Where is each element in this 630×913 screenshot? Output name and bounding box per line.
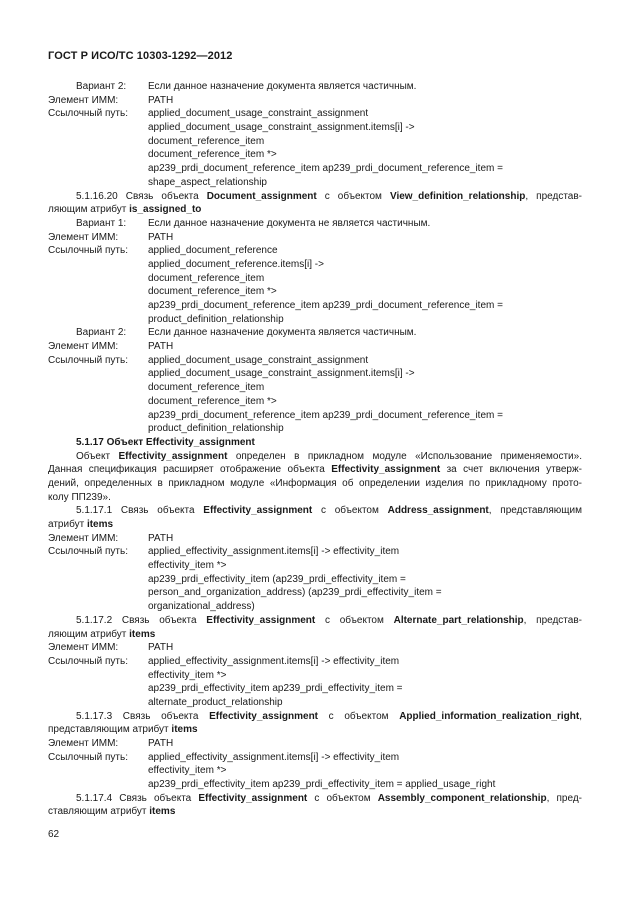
mapping-value: Если данное назначение документа является частичным. [148,327,417,339]
reference-path-line: ap239_prdi_document_reference_item ap239_prdi_document_reference_item = [148,300,503,311]
paragraph-line [48,504,582,518]
mapping-row [48,340,582,354]
mapping-value: applied_document_usage_constraint_assignment [148,108,369,120]
bold-term: Alternate_part_relationship [393,614,524,626]
bold-term: is_assigned_to [129,204,202,216]
mapping-label: Элемент ИММ: [48,738,119,749]
text-run: 5.1.17.3 Связь объекта [76,710,210,722]
text-run: ляющим атрибут [48,204,130,216]
reference-path-line: ap239_prdi_document_reference_item ap239_prdi_document_reference_item = [148,409,503,421]
paragraph-line [48,723,582,737]
mapping-label: Ссылочный путь: [48,354,128,366]
paragraph-line [48,710,582,724]
text-run: , пред- [546,792,582,804]
reference-path-line: effectivity_item *> [148,765,227,777]
paragraph-line [48,190,582,204]
reference-path-line: applied_document_usage_constraint_assignment.items[i] -> [148,368,415,380]
text-run: 5.1.17.4 Связь объекта [76,792,199,804]
mapping-row [48,751,582,765]
bold-term: Effectivity_assignment [209,710,319,722]
mapping-label: Ссылочный путь: [48,655,128,667]
mapping-row [48,326,582,340]
reference-path-line: ap239_prdi_effectivity_item ap239_prdi_effectivity_item = applied_usage_right [148,779,496,791]
paragraph-line [48,792,582,806]
mapping-value: PATH [148,738,174,749]
reference-path-line: person_and_organization_address) (ap239_prdi_effectivity_item = [148,587,442,599]
section-heading [48,436,582,450]
paragraph-line [48,477,582,491]
mapping-label: Вариант 2: [76,81,127,92]
document-header: ГОСТ Р ИСО/ТС 10303-1292—2012 [48,50,233,62]
mapping-value: applied_effectivity_assignment.items[i] -> effectivity_item [148,655,400,667]
reference-path-line: ap239_prdi_document_reference_item ap239_prdi_document_reference_item = [148,163,503,175]
paragraph-line [48,518,582,532]
bold-term: Effectivity_assignment [331,464,441,476]
reference-path-line: alternate_product_relationship [148,696,283,708]
bold-term: items [149,806,176,818]
bold-term: 5.1.17 Объект Effectivity_assignment [76,436,255,448]
mapping-label: Элемент ИММ: [48,94,119,106]
mapping-value: Если данное назначение документа является частичным. [148,81,417,92]
bold-term: Effectivity_assignment [118,450,228,462]
mapping-value: applied_document_usage_constraint_assignment [148,354,369,366]
mapping-label: Элемент ИММ: [48,532,119,544]
bold-term: Applied_information_realization_right [399,710,580,722]
text-run: 5.1.17.2 Связь объекта [76,614,207,626]
mapping-label: Элемент ИММ: [48,642,119,654]
mapping-row [48,737,582,751]
bold-term: Effectivity_assignment [206,614,316,626]
mapping-value: applied_document_reference [148,245,278,257]
paragraph-line [48,805,582,819]
mapping-value: PATH [148,231,174,243]
text-run: с объектом [315,614,394,626]
text-run: представляющим атрибут [48,724,172,736]
mapping-row [48,532,582,546]
bold-term: items [129,628,156,640]
text-run: с объектом [312,505,388,517]
mapping-row [48,94,582,108]
text-run: ляющим атрибут [48,628,130,640]
bold-term: Effectivity_assignment [198,792,308,804]
mapping-row [48,231,582,245]
mapping-row [48,545,582,559]
mapping-value: PATH [148,94,174,106]
reference-path-line: product_definition_relationship [148,423,284,435]
text-run: 5.1.16.20 Связь объекта [76,190,207,202]
mapping-value: Если данное назначение документа не является частичным. [148,217,431,229]
reference-path-line: document_reference_item [148,272,265,284]
text-run: с объектом [307,792,378,804]
reference-path-line: document_reference_item [148,135,265,147]
text-run: определен в прикладном модуле «Использование применяемости». [227,450,582,462]
paragraph-line [48,463,582,477]
mapping-label: Ссылочный путь: [48,751,128,763]
mapping-row [48,244,582,258]
mapping-label: Вариант 2: [76,327,127,339]
reference-path-line: product_definition_relationship [148,313,284,325]
mapping-row [48,641,582,655]
mapping-value: PATH [148,532,174,544]
paragraph-line [48,203,582,217]
mapping-row [48,655,582,669]
reference-path-line: document_reference_item [148,382,265,394]
text-run: за счет включения утверж- [440,464,582,476]
mapping-label: Ссылочный путь: [48,245,128,257]
paragraph-line [48,491,582,505]
text-run: , представ- [525,190,582,202]
text-run: с объектом [316,190,390,202]
text-run: 5.1.17.1 Связь объекта [76,505,204,517]
text-run: с объектом [318,710,400,722]
mapping-value: applied_effectivity_assignment.items[i] -> effectivity_item [148,546,400,558]
text-run: колу ПП239». [48,491,111,503]
text-run: , представляющим [488,505,582,517]
paragraph-line [48,450,582,464]
text-run: Данная спецификация расширяет отображение объекта [48,464,332,476]
document-body [48,80,582,819]
text-run: дений, определенных в прикладном модуле «Информация об определении изделия по прикладному прото- [48,477,582,489]
text-run: ставляющим атрибут [48,806,150,818]
mapping-value: PATH [148,642,174,654]
text-run: , [579,710,582,722]
mapping-label: Ссылочный путь: [48,546,128,558]
paragraph-line [48,628,582,642]
text-run: , представ- [523,614,582,626]
mapping-value: PATH [148,341,174,353]
text-run: Объект [76,450,119,462]
reference-path-line: applied_document_usage_constraint_assignment.items[i] -> [148,122,415,134]
reference-path-line: ap239_prdi_effectivity_item ap239_prdi_effectivity_item = [148,683,403,695]
reference-path-line: shape_aspect_relationship [148,176,267,188]
mapping-value: applied_effectivity_assignment.items[i] -> effectivity_item [148,751,400,763]
bold-term: Assembly_component_relationship [377,792,547,804]
bold-term: Effectivity_assignment [203,505,313,517]
mapping-row [48,354,582,368]
bold-term: Address_assignment [387,505,489,517]
text-run: атрибут [48,519,87,530]
paragraph-line [48,614,582,628]
mapping-label: Ссылочный путь: [48,108,128,120]
bold-term: items [86,519,114,530]
page-number: 62 [48,829,60,840]
reference-path-line: document_reference_item *> [148,395,277,407]
mapping-label: Элемент ИММ: [48,341,119,353]
reference-path-line: document_reference_item *> [148,149,277,161]
mapping-label: Элемент ИММ: [48,231,119,243]
mapping-row [48,80,582,94]
reference-path-line: organizational_address) [148,601,255,613]
reference-path-line: ap239_prdi_effectivity_item (ap239_prdi_effectivity_item = [148,573,406,585]
bold-term: View_definition_relationship [389,190,526,202]
reference-path-line: document_reference_item *> [148,286,277,298]
reference-path-line: effectivity_item *> [148,560,227,572]
mapping-row [48,217,582,231]
mapping-row [48,107,582,121]
bold-term: items [171,724,198,736]
mapping-label: Вариант 1: [76,217,127,229]
reference-path-line: applied_document_reference.items[i] -> [148,258,324,270]
reference-path-line: effectivity_item *> [148,669,227,681]
bold-term: Document_assignment [206,190,317,202]
